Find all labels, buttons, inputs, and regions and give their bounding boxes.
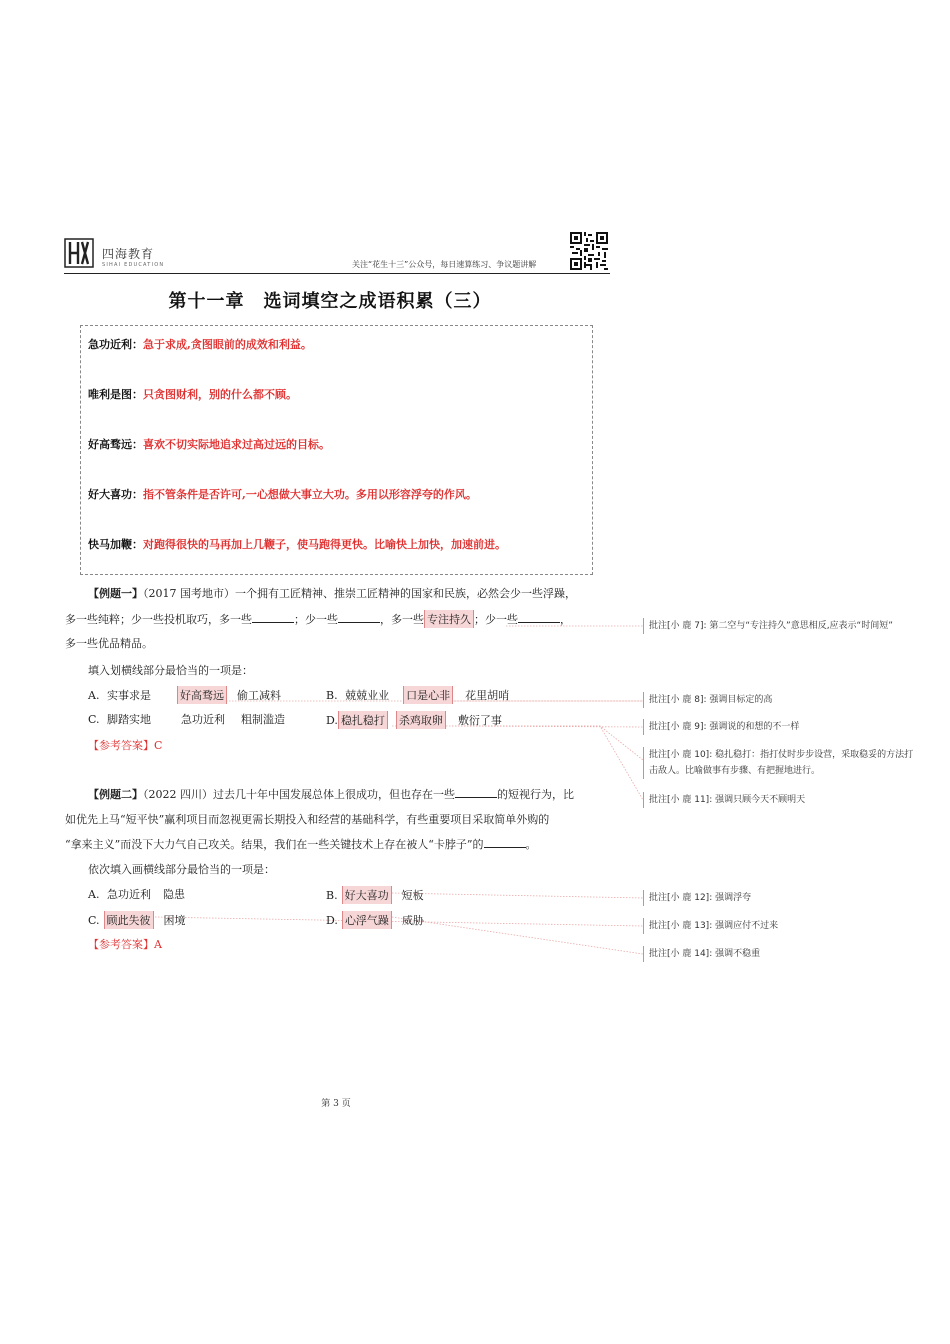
q1-text: ；少一些	[474, 613, 518, 626]
header-note: 关注“花生十三”公众号，每日速算练习、争议题讲解	[352, 260, 537, 269]
option-word-highlight: 心浮气躁	[342, 911, 392, 929]
option-word-highlight: 杀鸡取卵	[396, 711, 446, 729]
idiom-item	[88, 336, 312, 352]
q1-text: 多一些纯粹；少一些投机取巧，多一些	[65, 613, 252, 626]
option-word-highlight: 好高骛远	[177, 686, 227, 704]
answer-label: 【参考答案】	[88, 938, 154, 951]
q1-line-1	[88, 585, 576, 601]
q1-line-2	[65, 610, 571, 628]
idiom-term: 快马加鞭：	[88, 538, 143, 551]
chapter-title: 第十一章 选词填空之成语积累（三）	[168, 291, 492, 312]
q1-option-c[interactable]	[88, 711, 285, 727]
idiom-term: 急功近利：	[88, 338, 143, 351]
q1-line-3: 多一些优品精品。	[65, 637, 153, 650]
option-word: 威胁	[401, 914, 424, 927]
q1-answer	[88, 737, 162, 753]
option-letter: B.	[326, 689, 338, 702]
option-word: 兢兢业业	[345, 689, 390, 702]
option-word-highlight: 顾此失彼	[104, 911, 154, 929]
idiom-item	[88, 386, 297, 402]
q1-option-d[interactable]	[326, 711, 502, 729]
logo-icon	[64, 238, 94, 268]
comment-10[interactable]: 批注[小 鹿 10]: 稳扎稳打：指打仗时步步设营，采取稳妥的方法打击敌人。比喻做事有步骤、有把握地进行。	[643, 747, 919, 779]
q1-text: 一个拥有工匠精神、推崇工匠精神的国家和民族，必然会少一些浮躁，	[235, 587, 576, 600]
blank-2[interactable]	[484, 837, 526, 848]
idiom-item	[88, 486, 477, 502]
q1-tag: 【例题一】	[88, 587, 143, 600]
q2-text: “拿来主义”而没下大力气自己攻关。结果，我们在一些关键技术上存在被人“卡脖子”的	[65, 838, 484, 851]
q1-source: （2017 国考地市）	[143, 587, 235, 600]
q2-option-c[interactable]	[88, 911, 186, 929]
q1-text: ，	[560, 613, 571, 626]
option-letter: D.	[326, 714, 338, 727]
blank-3[interactable]	[518, 612, 560, 623]
option-letter: A.	[88, 888, 100, 901]
option-word: 粗制滥造	[241, 713, 286, 726]
idiom-definitions-box	[80, 325, 593, 575]
idiom-item	[88, 436, 330, 452]
option-letter: C.	[88, 914, 100, 927]
option-word: 偷工减料	[236, 689, 281, 702]
option-word: 脚踏实地	[107, 713, 152, 726]
blank-2[interactable]	[338, 612, 380, 623]
brand-name: 四海教育	[102, 247, 155, 261]
idiom-term: 好高骛远：	[88, 438, 143, 451]
qr-code-icon	[570, 232, 608, 270]
option-word: 困境	[163, 914, 186, 927]
comment-8[interactable]: 批注[小 鹿 8]: 强调目标定的高	[643, 692, 919, 708]
comment-13[interactable]: 批注[小 鹿 13]: 强调应付不过来	[643, 918, 919, 934]
q2-text: 的短视行为，比	[497, 788, 574, 801]
option-word: 敷衍了事	[457, 714, 502, 727]
q2-line-2: 如优先上马“短平快”赢利项目而忽视更需长期投入和经营的基础科学，有些重要项目采取简单外购的	[65, 813, 550, 826]
q2-source: （2022 四川）	[143, 788, 213, 801]
option-letter: A.	[88, 689, 100, 702]
q2-option-a[interactable]	[88, 886, 185, 902]
option-word-highlight: 稳扎稳打	[338, 711, 388, 729]
header-divider	[64, 273, 610, 274]
comment-14[interactable]: 批注[小 鹿 14]: 强调不稳重	[643, 946, 919, 962]
q2-option-d[interactable]	[326, 911, 424, 929]
option-word: 急功近利	[106, 888, 151, 901]
idiom-definition: 指不管条件是否许可,一心想做大事立大功。多用以形容浮夸的作风。	[143, 488, 477, 501]
answer-value: C	[154, 739, 163, 752]
option-word: 急功近利	[181, 713, 226, 726]
q2-prompt: 依次填入画横线部分最恰当的一项是：	[88, 863, 275, 876]
option-word: 短板	[401, 889, 424, 902]
q2-text: 。	[525, 838, 537, 851]
idiom-definition: 对跑得很快的马再加上几鞭子，使马跑得更快。比喻快上加快，加速前进。	[143, 538, 506, 551]
idiom-definition: 急于求成,贪图眼前的成效和利益。	[143, 338, 312, 351]
q1-highlight: 专注持久	[424, 610, 474, 628]
option-letter: D.	[326, 914, 338, 927]
q1-prompt: 填入划横线部分最恰当的一项是：	[88, 664, 253, 677]
q2-text: 过去几十年中国发展总体上很成功，但也存在一些	[213, 788, 455, 801]
option-letter: C.	[88, 713, 100, 726]
answer-label: 【参考答案】	[88, 739, 154, 752]
option-word-highlight: 好大喜功	[342, 886, 392, 904]
q2-tag: 【例题二】	[88, 788, 143, 801]
comment-12[interactable]: 批注[小 鹿 12]: 强调浮夸	[643, 890, 919, 906]
idiom-term: 好大喜功：	[88, 488, 143, 501]
idiom-definition: 只贪图财利，别的什么都不顾。	[143, 388, 297, 401]
q1-option-a[interactable]	[88, 686, 281, 704]
comment-9[interactable]: 批注[小 鹿 9]: 强调说的和想的不一样	[643, 719, 919, 735]
comment-11[interactable]: 批注[小 鹿 11]: 强调只顾今天不顾明天	[643, 792, 919, 808]
comment-7[interactable]: 批注[小 鹿 7]: 第二空与“专注持久”意思相反,应表示“时间短”	[643, 618, 919, 634]
answer-value: A	[154, 938, 162, 951]
q1-text: ，多一些	[380, 613, 424, 626]
brand-subtitle: SIHAI EDUCATION	[102, 262, 165, 268]
idiom-item	[88, 536, 506, 552]
page-number: 第 3 页	[321, 1099, 351, 1109]
option-word: 花里胡哨	[465, 689, 510, 702]
idiom-definition: 喜欢不切实际地追求过高过远的目标。	[143, 438, 330, 451]
option-word-highlight: 口是心非	[403, 686, 453, 704]
q2-line-1	[88, 786, 574, 802]
blank-1[interactable]	[455, 787, 497, 798]
option-word: 隐患	[162, 888, 185, 901]
q1-option-b[interactable]	[326, 686, 509, 704]
option-letter: B.	[326, 889, 338, 902]
q2-option-b[interactable]	[326, 886, 424, 904]
idiom-term: 唯利是图：	[88, 388, 143, 401]
q2-answer	[88, 936, 162, 952]
q1-text: ；少一些	[294, 613, 338, 626]
option-word: 实事求是	[106, 689, 151, 702]
q2-line-3	[65, 836, 537, 852]
blank-1[interactable]	[252, 612, 294, 623]
